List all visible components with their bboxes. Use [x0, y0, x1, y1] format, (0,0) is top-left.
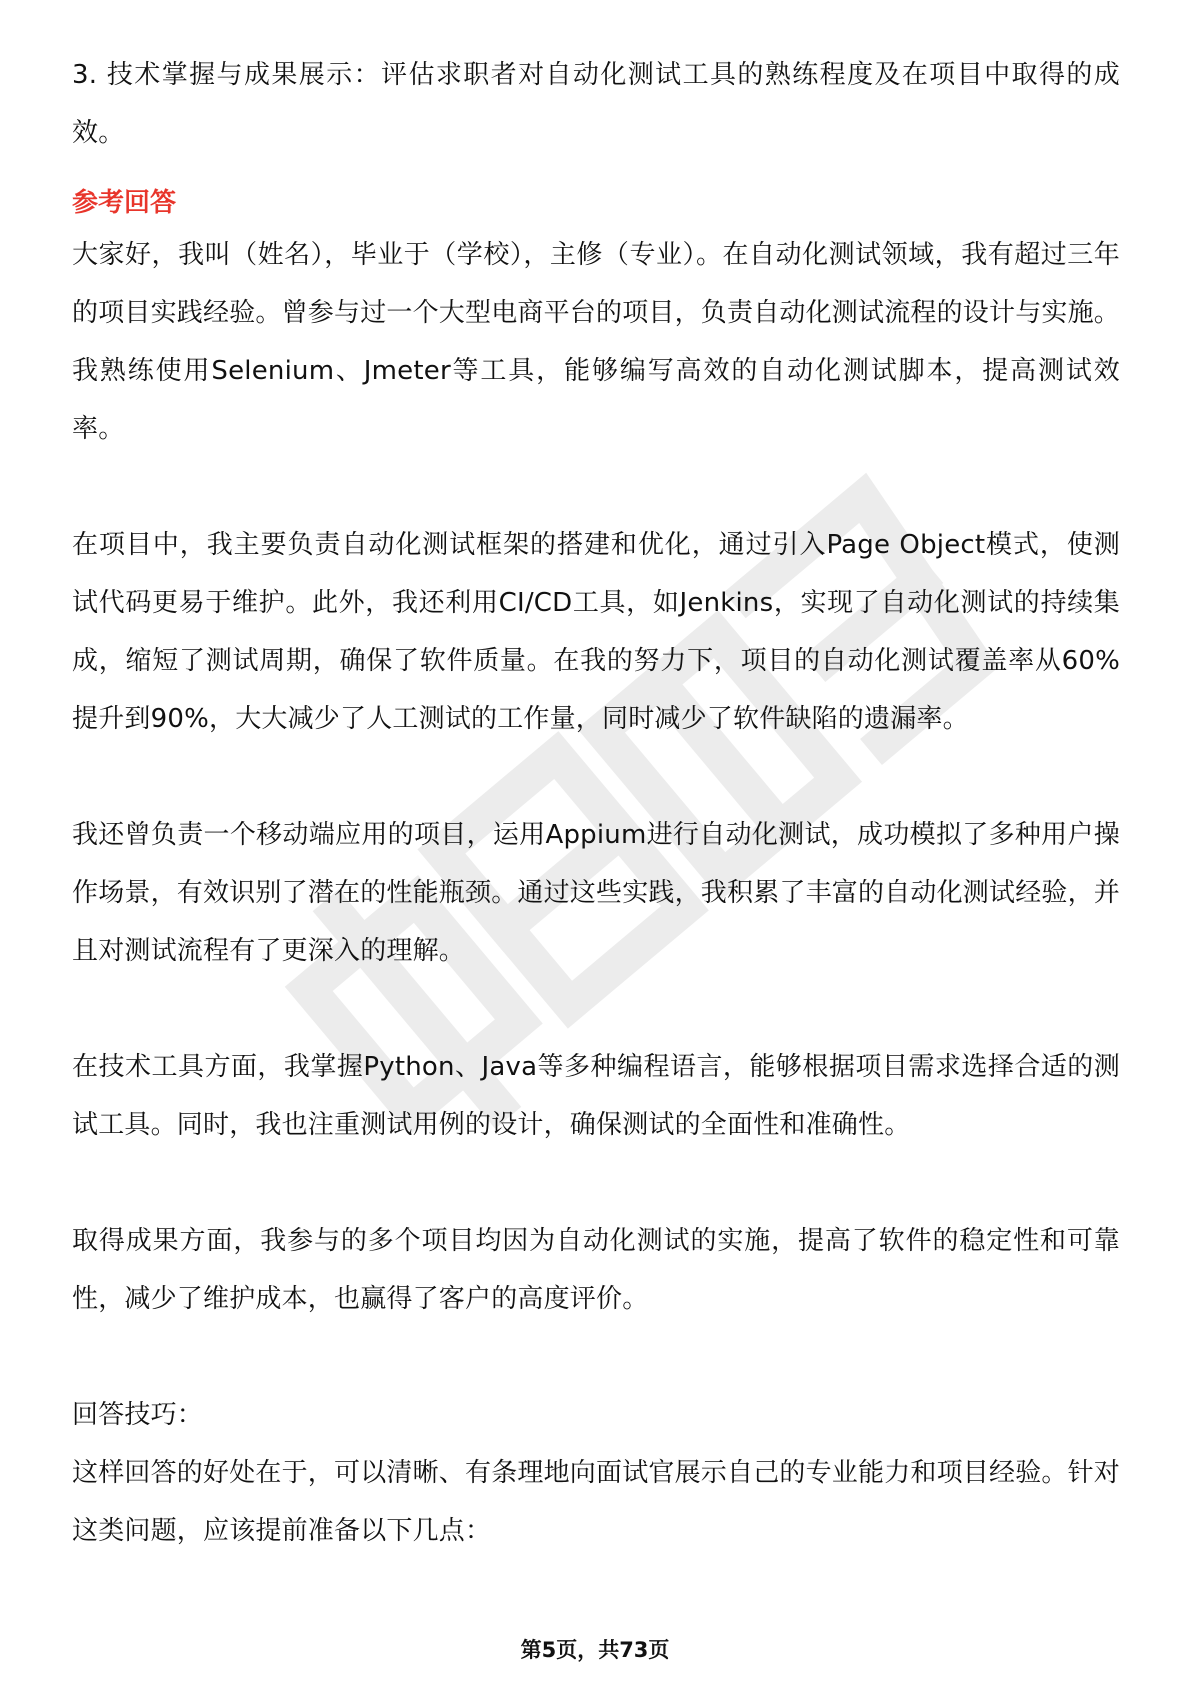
page-number-footer: 第5页，共73页: [520, 1638, 670, 1662]
answer-paragraph-1: 大家好，我叫（姓名），毕业于（学校），主修（专业）。在自动化测试领域，我有超过三年的项目实践经验。曾参与过一个大型电商平台的项目，负责自动化测试流程的设计与实施。我熟练使用Selenium、Jmeter等工具，能够编写高效的自动化测试脚本，提高测试效率。: [72, 240, 1121, 444]
answer-paragraph-3: 我还曾负责一个移动端应用的项目，运用Appium进行自动化测试，成功模拟了多种用户操作场景，有效识别了潜在的性能瓶颈。通过这些实践，我积累了丰富的自动化测试经验，并且对测试流程有了更深入的理解。: [72, 820, 1121, 966]
tips-text: 这样回答的好处在于，可以清晰、有条理地向面试官展示自己的专业能力和项目经验。针对这类问题，应该提前准备以下几点：: [72, 1458, 1121, 1546]
answer-paragraph-5: 取得成果方面，我参与的多个项目均因为自动化测试的实施，提高了软件的稳定性和可靠性，减少了维护成本，也赢得了客户的高度评价。: [72, 1226, 1120, 1314]
answer-paragraph-2: 在项目中，我主要负责自动化测试框架的搭建和优化，通过引入Page Object模式，使测试代码更易于维护。此外，我还利用CI/CD工具，如Jenkins，实现了自动化测试的持续集成，缩短了测试周期，确保了软件质量。在我的努力下，项目的自动化测试覆盖率从60%提升到90%，大大减少了人工测试的工作量，同时减少了软件缺陷的遗漏率。: [72, 530, 1120, 734]
document-body: [72, 46, 1120, 1560]
answer-paragraph-4: 在技术工具方面，我掌握Python、Java等多种编程语言，能够根据项目需求选择合适的测试工具。同时，我也注重测试用例的设计，确保测试的全面性和准确性。: [72, 1052, 1120, 1140]
tips-heading: 回答技巧：: [72, 1400, 204, 1430]
answer-heading: 参考回答: [72, 188, 177, 218]
intro-point: 3. 技术掌握与成果展示：评估求职者对自动化测试工具的熟练程度及在项目中取得的成效。: [72, 60, 1120, 148]
